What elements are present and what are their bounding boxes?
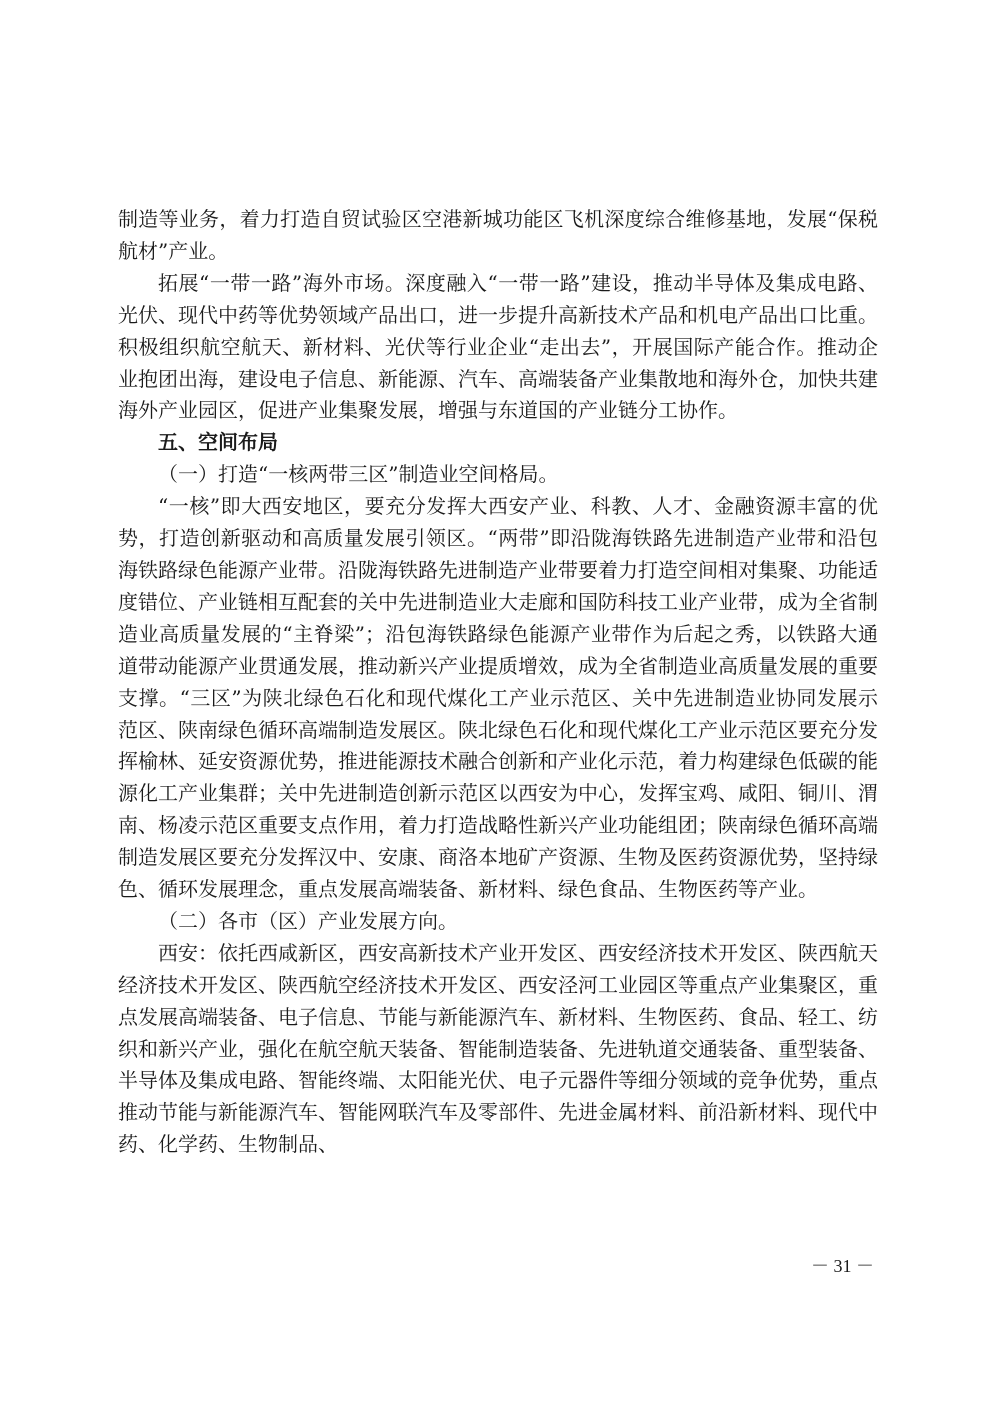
document-body <box>118 204 878 1161</box>
subsection-heading-2: （二）各市（区）产业发展方向。 <box>158 908 458 933</box>
paragraph-1: 制造等业务，着力打造自贸试验区空港新城功能区飞机深度综合维修基地，发展“保税航材”产业。 <box>118 207 878 263</box>
page-number: － 31 － <box>811 1256 874 1276</box>
paragraph-4: 西安：依托西咸新区，西安高新技术产业开发区、西安经济技术开发区、陕西航天经济技术开发区、陕西航空经济技术开发区、西安泾河工业园区等重点产业集聚区，重点发展高端装备、电子信息、节能与新能源汽车、新材料、生物医药、食品、轻工、纺织和新兴产业，强化在航空航天装备、智能制造装备、先进轨道交通装备、重型装备、半导体及集成电路、智能终端、太阳能光伏、电子元器件等细分领域的竞争优势，重点推动节能与新能源汽车、智能网联汽车及零部件、先进金属材料、前沿新材料、现代中药、化学药、生物制品、 <box>118 940 878 1157</box>
paragraph-3: “一核”即大西安地区，要充分发挥大西安产业、科教、人才、金融资源丰富的优势，打造创新驱动和高质量发展引领区。“两带”即沿陇海铁路先进制造产业带和沿包海铁路绿色能源产业带。沿陇海铁路先进制造产业带要着力打造空间相对集聚、功能适度错位、产业链相互配套的关中先进制造业大走廊和国防科技工业产业带，成为全省制造业高质量发展的“主脊梁”；沿包海铁路绿色能源产业带作为后起之秀，以铁路大通道带动能源产业贯通发展，推动新兴产业提质增效，成为全省制造业高质量发展的重要支撑。“三区”为陕北绿色石化和现代煤化工产业示范区、关中先进制造业协同发展示范区、陕南绿色循环高端制造发展区。陕北绿色石化和现代煤化工产业示范区要充分发挥榆林、延安资源优势，推进能源技术融合创新和产业化示范，着力构建绿色低碳的能源化工产业集群；关中先进制造创新示范区以西安为中心，发挥宝鸡、咸阳、铜川、渭南、杨凌示范区重要支点作用，着力打造战略性新兴产业功能组团；陕南绿色循环高端制造发展区要充分发挥汉中、安康、商洛本地矿产资源、生物及医药资源优势，坚持绿色、循环发展理念，重点发展高端装备、新材料、绿色食品、生物医药等产业。 <box>118 494 878 902</box>
section-heading: 五、空间布局 <box>158 430 278 455</box>
paragraph-2: 拓展“一带一路”海外市场。深度融入“一带一路”建设，推动半导体及集成电路、光伏、现代中药等优势领域产品出口，进一步提升高新技术产品和机电产品出口比重。积极组织航空航天、新材料、光伏等行业企业“走出去”，开展国际产能合作。推动企业抱团出海，建设电子信息、新能源、汽车、高端装备产业集散地和海外仓，加快共建海外产业园区，促进产业集聚发展，增强与东道国的产业链分工协作。 <box>118 270 878 423</box>
subsection-heading-1: （一）打造“一核两带三区”制造业空间格局。 <box>158 462 559 487</box>
